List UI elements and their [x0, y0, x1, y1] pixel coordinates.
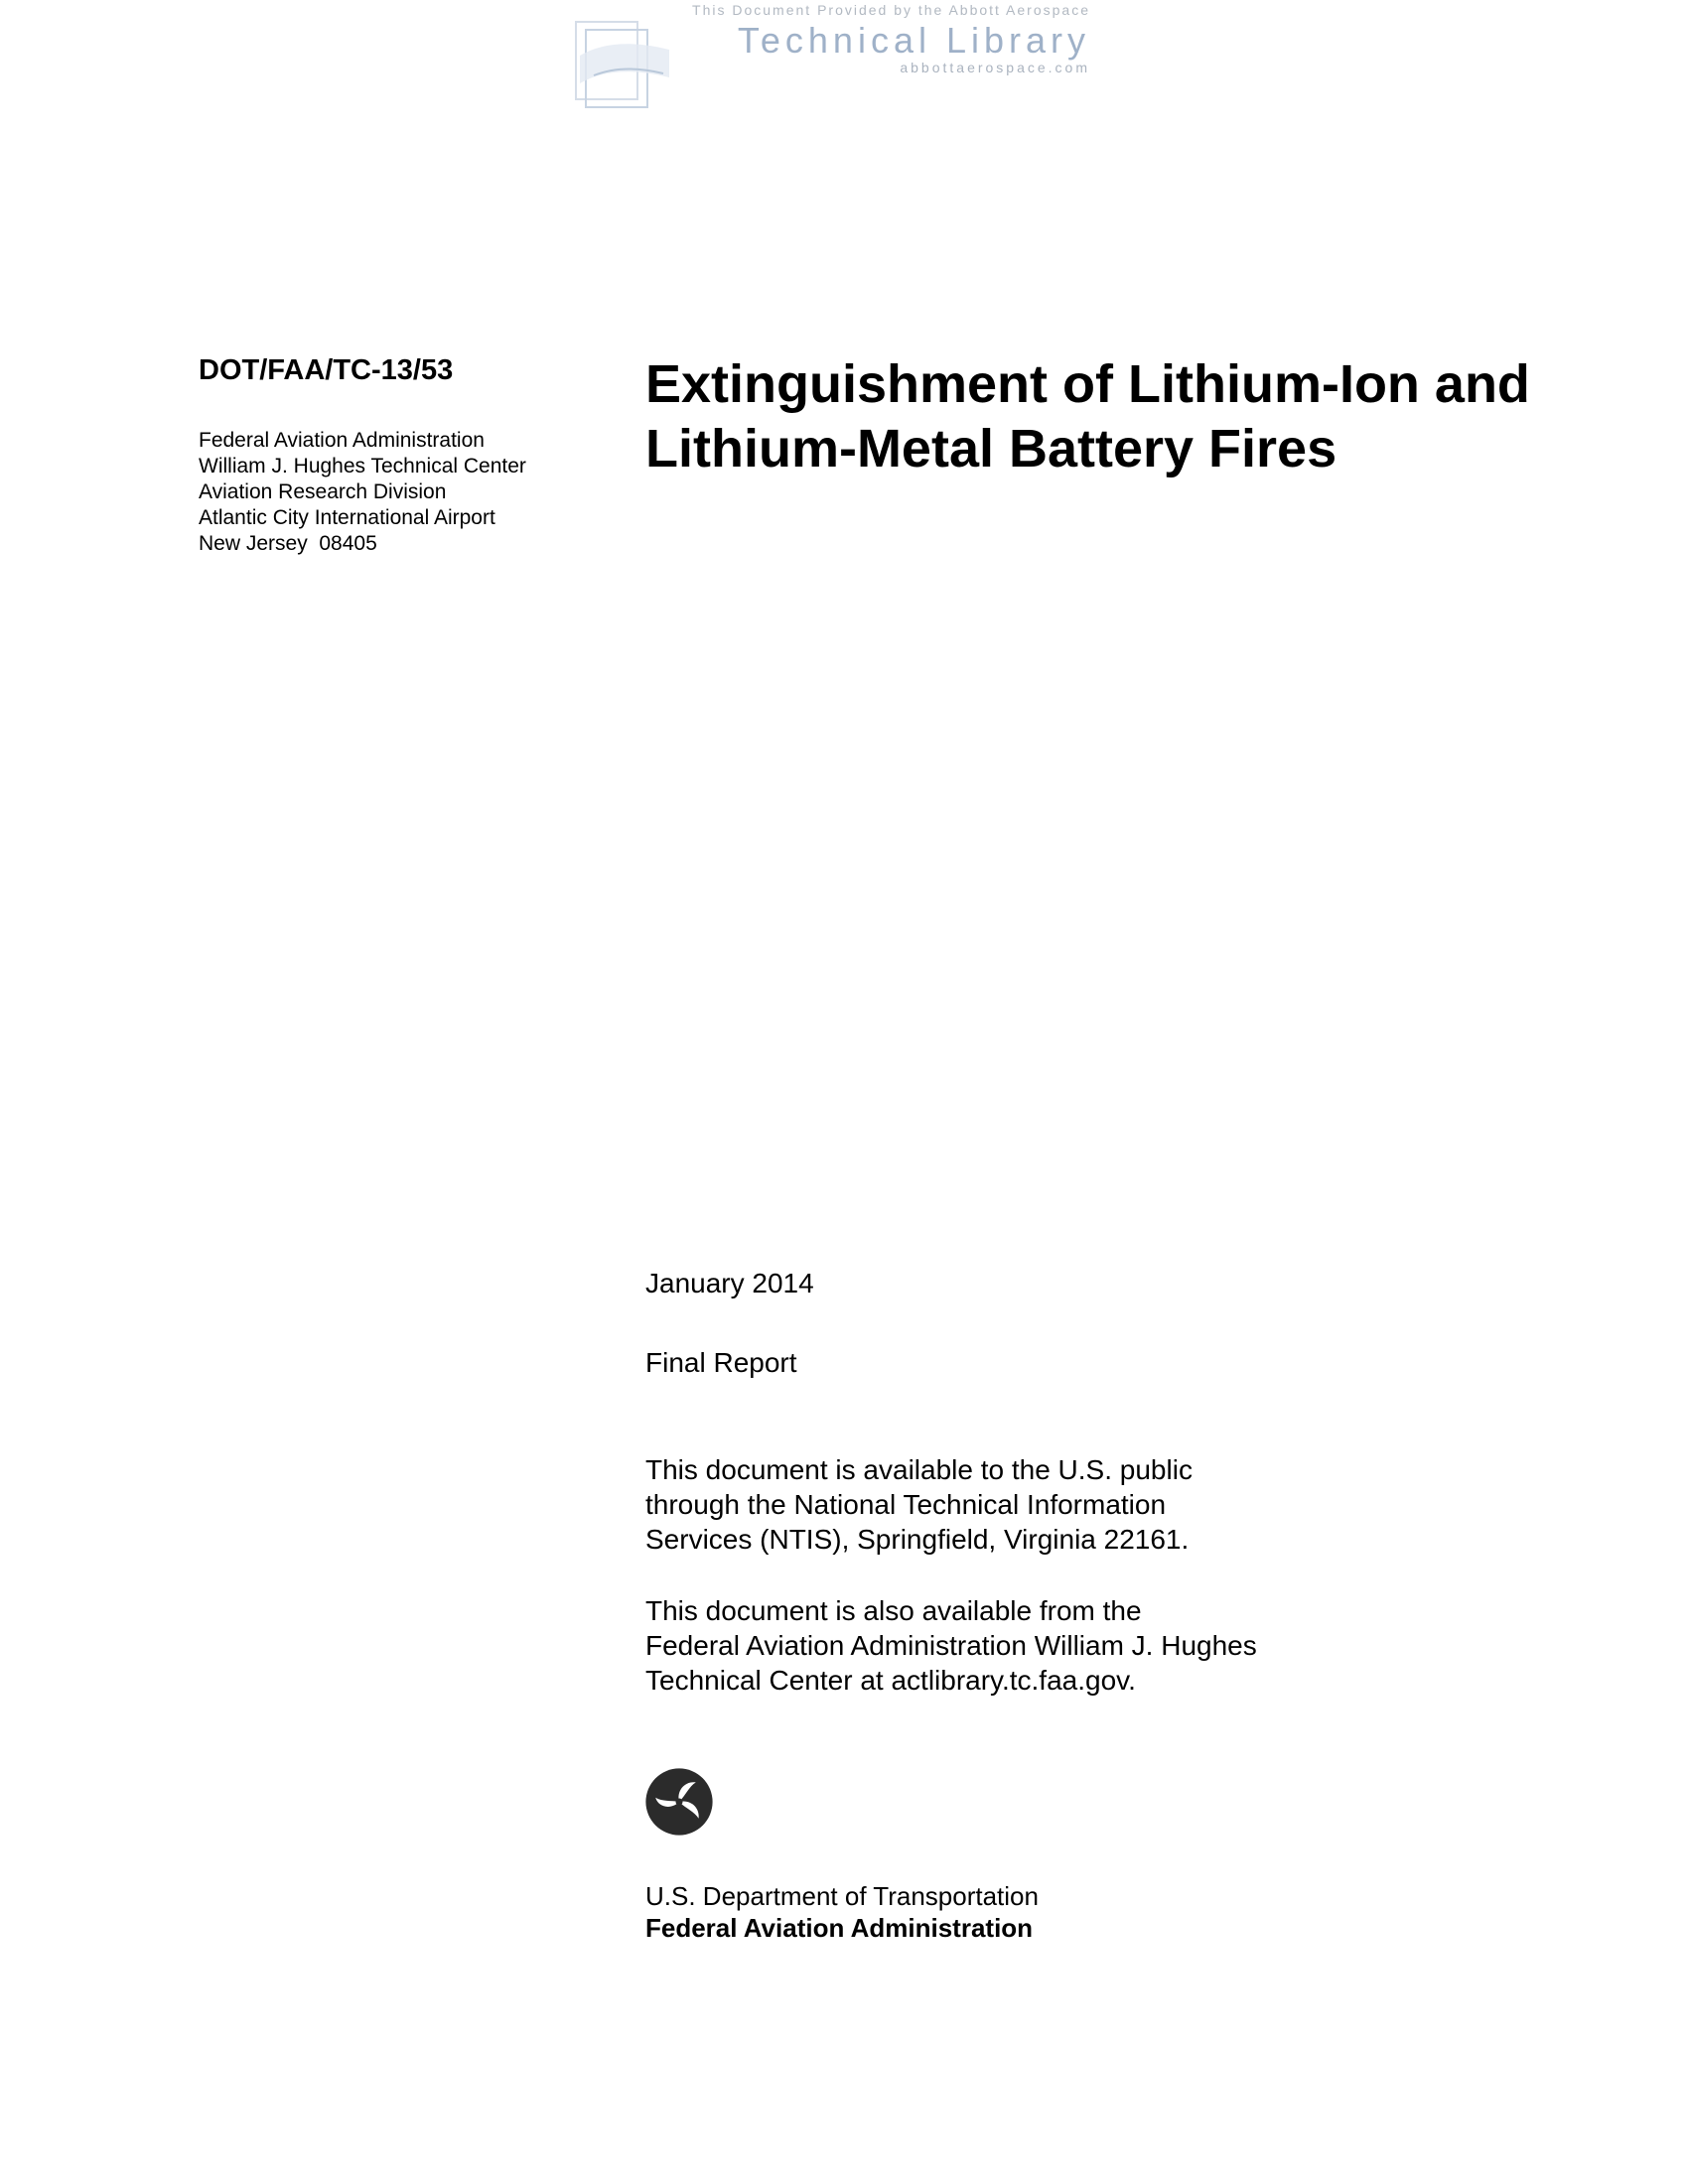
availability-line: This document is available to the U.S. public — [645, 1454, 1193, 1485]
agency-name: Federal Aviation Administration — [645, 1913, 1034, 1943]
address-line: Atlantic City International Airport — [199, 506, 495, 529]
report-date: January 2014 — [645, 1268, 814, 1298]
watermark-provided-by: This Document Provided by the Abbott Aerospace — [692, 2, 1090, 18]
document-title — [645, 352, 1530, 481]
address-block — [199, 428, 526, 557]
department-name: U.S. Department of Transportation — [645, 1881, 1039, 1911]
availability-line: Federal Aviation Administration William J. Hughes — [645, 1630, 1257, 1661]
dot-triskelion-icon — [644, 1767, 714, 1837]
address-line: William J. Hughes Technical Center — [199, 455, 526, 478]
address-line: New Jersey 08405 — [199, 532, 377, 555]
ntis-availability-statement — [645, 1452, 1193, 1557]
availability-line: Services (NTIS), Springfield, Virginia 22161. — [645, 1524, 1190, 1555]
title-line: Extinguishment of Lithium-Ion and — [645, 354, 1530, 414]
report-type: Final Report — [645, 1347, 797, 1378]
address-line: Aviation Research Division — [199, 480, 447, 503]
watermark-site: abbottaerospace.com — [900, 60, 1090, 75]
address-line: Federal Aviation Administration — [199, 429, 485, 452]
availability-line: This document is also available from the — [645, 1595, 1142, 1626]
watermark-banner — [574, 2, 1090, 113]
faa-availability-statement — [645, 1593, 1257, 1698]
availability-line: through the National Technical Information — [645, 1489, 1167, 1520]
report-number: DOT/FAA/TC-13/53 — [199, 354, 454, 386]
watermark-title: Technical Library — [737, 20, 1090, 61]
title-line: Lithium-Metal Battery Fires — [645, 419, 1337, 478]
availability-line: Technical Center at actlibrary.tc.faa.gov. — [645, 1665, 1136, 1696]
